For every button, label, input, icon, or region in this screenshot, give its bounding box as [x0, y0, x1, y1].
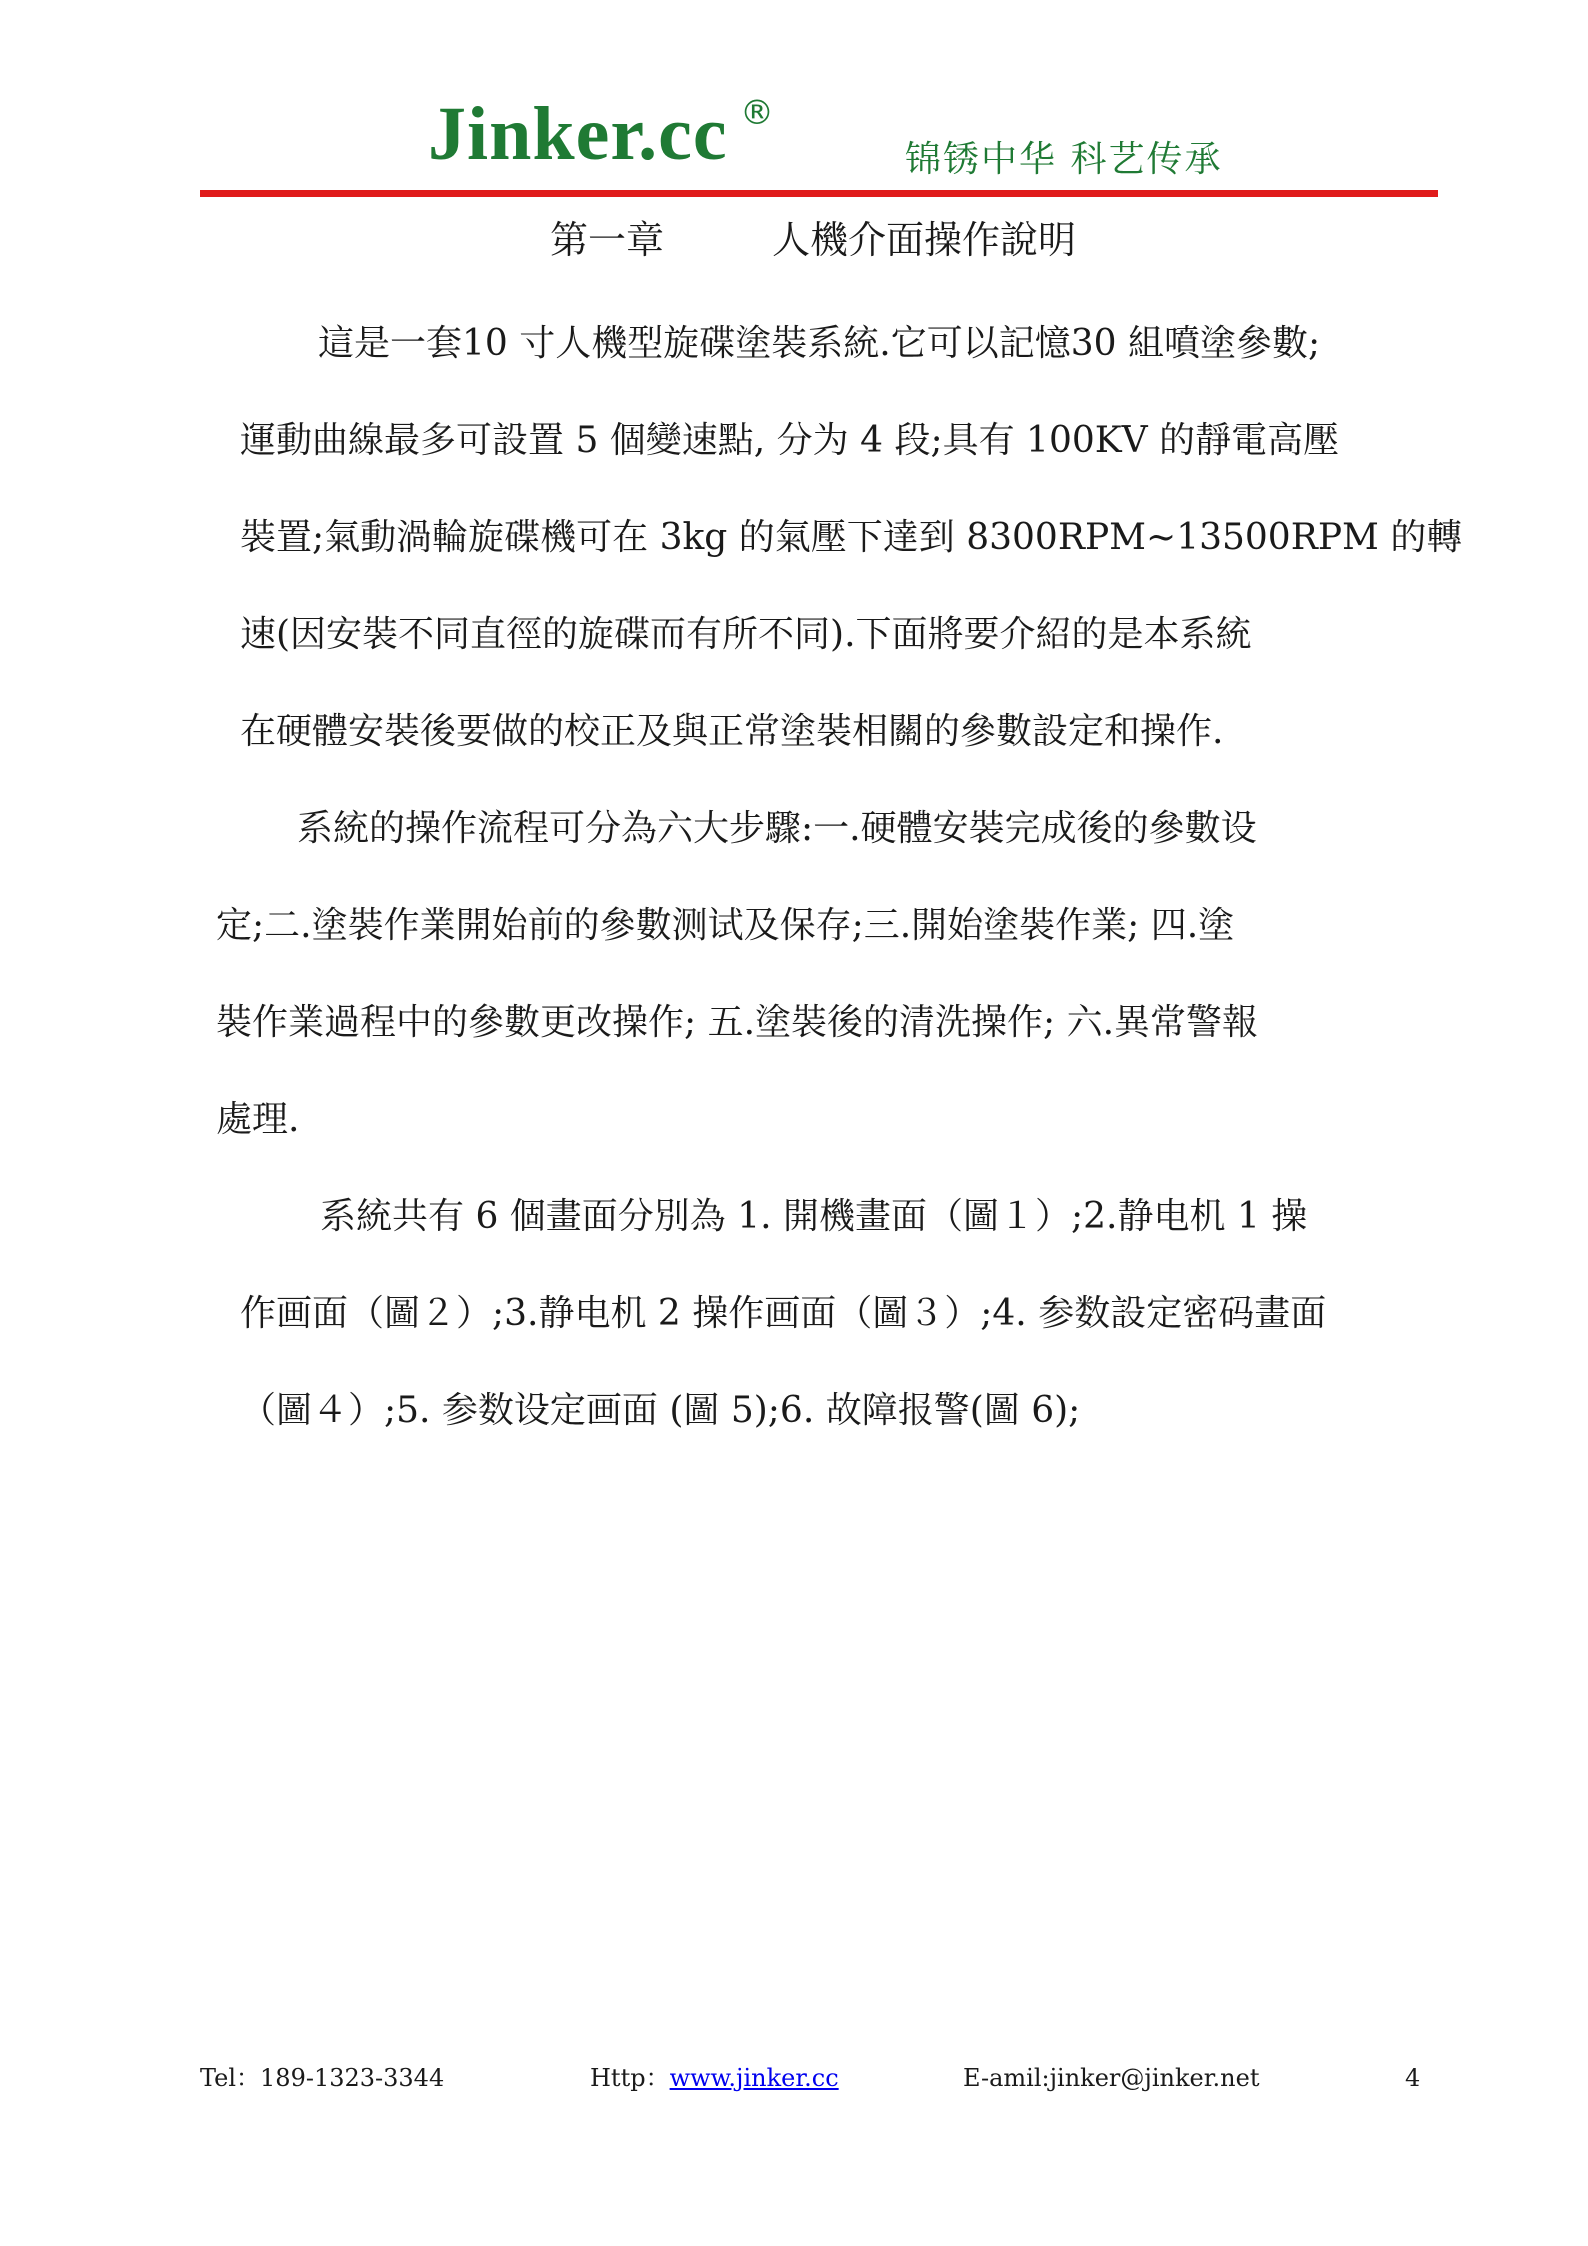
paragraph-line: 裝作業過程中的參數更改操作; 五.塗裝後的清洗操作; 六.異常警報 — [216, 1002, 1259, 1043]
paragraph-line: 定;二.塗裝作業開始前的參數测试及保存;三.開始塗裝作業; 四.塗 — [216, 905, 1235, 946]
page-number: 4 — [1405, 2064, 1421, 2092]
paragraph-line: 系統的操作流程可分為六大步驟:一.硬體安裝完成後的參數设 — [297, 808, 1257, 849]
http-label: Http： — [590, 2064, 670, 2092]
chapter-heading — [550, 212, 1076, 268]
email-address: jinker@jinker.net — [1049, 2064, 1260, 2092]
paragraph-line: 作画面（圖２）;3.静电机 2 操作画面（圖３）;4. 参数設定密码畫面 — [240, 1293, 1327, 1334]
chapter-number: 第一章 — [550, 218, 665, 262]
registered-mark: ® — [740, 93, 774, 133]
email-label: E-amil: — [963, 2064, 1050, 2092]
footer-email — [963, 2063, 1259, 2093]
paragraph-line: 處理. — [216, 1099, 300, 1140]
paragraph-line: 系統共有 6 個畫面分別為 1. 開機畫面（圖１）;2.静电机 1 操 — [320, 1196, 1308, 1237]
paragraph-line: （圖４）;5. 参数设定画面 (圖 5);6. 故障报警(圖 6); — [240, 1390, 1081, 1431]
tel-label: Tel： — [200, 2064, 261, 2092]
website-link[interactable]: www.jinker.cc — [669, 2064, 839, 2092]
tel-number: 189-1323-3344 — [260, 2064, 445, 2092]
paragraph-line: 裝置;氣動渦輪旋碟機可在 3kg 的氣壓下達到 8300RPM~13500RPM 的轉 — [240, 517, 1463, 558]
header-slogan: 锦锈中华 科艺传承 — [905, 139, 1223, 180]
paragraph-line: 運動曲線最多可設置 5 個變速點, 分为 4 段;具有 100KV 的靜電高壓 — [240, 420, 1340, 461]
footer-tel — [200, 2063, 444, 2093]
paragraph-line: 速(因安裝不同直徑的旋碟而有所不同).下面將要介紹的是本系統 — [240, 614, 1252, 655]
header-divider — [200, 190, 1438, 197]
paragraph-line: 這是一套10 寸人機型旋碟塗裝系統.它可以記憶30 組噴塗參數; — [318, 323, 1321, 364]
chapter-title: 人機介面操作說明 — [772, 218, 1077, 262]
footer-http — [590, 2063, 839, 2093]
paragraph-line: 在硬體安裝後要做的校正及與正常塗裝相關的參數設定和操作. — [240, 711, 1224, 752]
jinker-logo: Jinker.cc — [428, 92, 728, 176]
